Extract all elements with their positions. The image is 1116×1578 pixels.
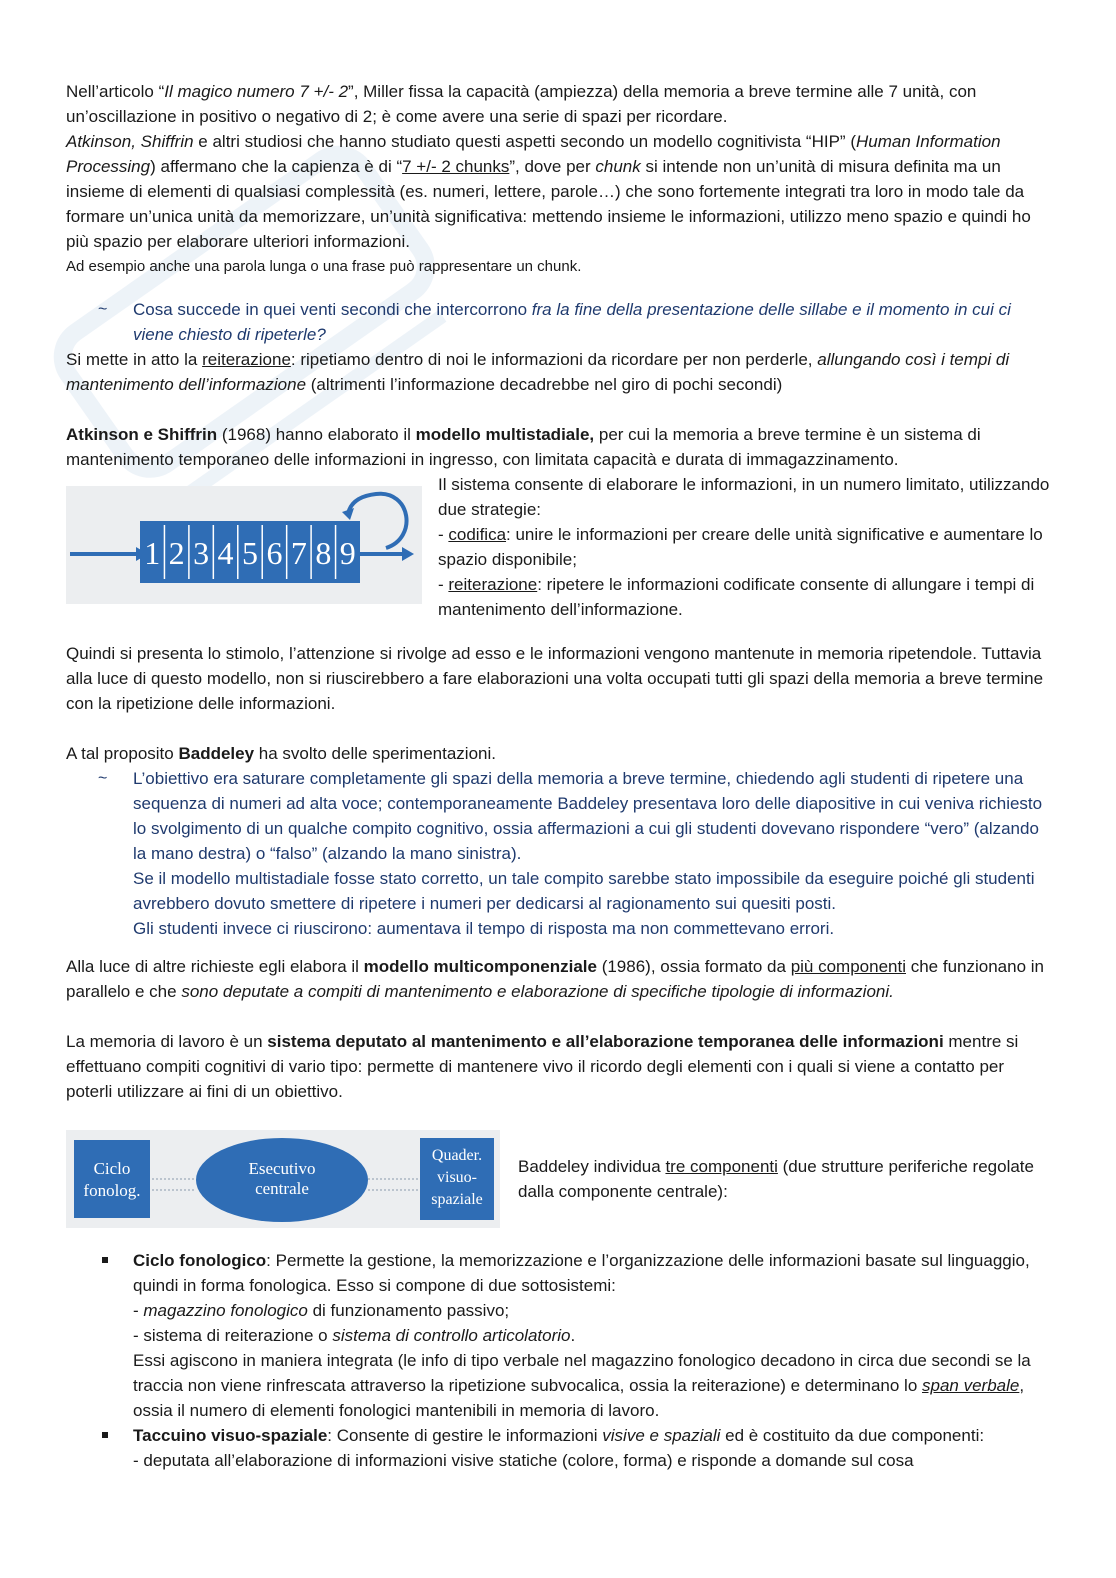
list-item-experiment: ~ L’obiettivo era saturare completamente gli spazi della memoria a breve termine, chiedendo agli studenti di ripetere una sequenza di numeri ad alta voce; contemporaneamente Baddeley presentava loro delle diapositive in cui veniva richiesto lo svolgimento di un qualche compito cognitivo, ossia affermazioni a cui gli studenti dovevano rispondere “vero” (alzando la mano destra) o “falso” (alzando la mano sinistra). Se il modello multistadiale fosse stato corretto, un tale compito sarebbe stato impossibile da eseguire poiché gli studenti avrebbero dovuto smettere di ripetere i numeri per dedicarsi al ragionamento sui quesiti posti. Gli studenti invece ci riuscirono: aumentava il tempo di risposta ma non commettevano errori. [66, 766, 1051, 941]
slot-digit: 8 [315, 535, 332, 571]
phonological-loop-box [74, 1140, 150, 1218]
side-text-components: Baddeley individua tre componenti (due strutture periferiche regolate dalla componente centrale): [518, 1157, 1034, 1201]
side-text-strategies: Il sistema consente di elaborare le informazioni, in un numero limitato, utilizzando due strategie: - codifica: unire le informazioni per creare delle unità significative e aumentare lo spazio disponibile; - reiterazione: ripetere le informazioni codificate consente di allungare i tempi di mantenimento dell’informazione. [438, 475, 1050, 619]
paragraph-miller: Nell’articolo “Il magico numero 7 +/- 2”, Miller fissa la capacità (ampiezza) della memoria a breve termine alle 7 unità, con un’oscillazione in positivo o negativo di 2; è come avere una serie di spazi per ricordare. [66, 82, 977, 126]
figure-memory-slots [66, 486, 422, 604]
list-item-question: ~ Cosa succede in quei venti secondi che intercorrono fra la fine della presentazione delle sillabe e il momento in cui ci viene chiesto di ripeterle? [66, 297, 1051, 347]
slot-digit: 2 [168, 535, 185, 571]
paragraph-modello-multistadiale: Atkinson e Shiffrin (1968) hanno elaborato il modello multistadiale, per cui la memoria a breve termine è un sistema di mantenimento temporaneo delle informazioni in ingresso, con limitata capacità e durata di immagazzinamento. [66, 425, 981, 469]
tilde-bullet-icon: ~ [98, 770, 108, 787]
central-executive-label-1: Esecutivo [248, 1159, 316, 1178]
paragraph-baddeley-intro: A tal proposito Baddeley ha svolto delle sperimentazioni. [66, 744, 496, 763]
list-item-ciclo-fonologico: Ciclo fonologico: Permette la gestione, la memorizzazione e l’organizzazione delle informazioni basate sul linguaggio, quindi in forma fonologica. Esso si compone di due sottosistemi: - magazzino fonologico di funzionamento passivo; - sistema di reiterazione o sistema di controllo articolatorio. Essi agiscono in maniera integrata (le info di tipo verbale nel magazzino fonologico decadono in circa due secondi se la traccia non viene rinfrescata attraverso la ripetizione subvocalica, ossia la reiterazione) e determinano lo span verbale, ossia il numero di elementi fonologici mantenibili in memoria di lavoro. [66, 1248, 1051, 1423]
slot-digit: 5 [242, 535, 258, 571]
phonological-loop-label-1: Ciclo [93, 1159, 131, 1178]
paragraph-stimolo: Quindi si presenta lo stimolo, l’attenzione si rivolge ad esso e le informazioni vengono mantenute in memoria ripetendole. Tuttavia alla luce di questo modello, non si riuscirebbero a fare elaborazioni una volta occupati tutti gli spazi della memoria a breve termine con la ripetizione delle informazioni. [66, 644, 1044, 713]
visuospatial-label-2: visuo- [437, 1169, 477, 1186]
slot-digit: 9 [339, 535, 356, 571]
visuospatial-label-3: spaziale [431, 1191, 483, 1208]
slot-digit: 6 [266, 535, 283, 571]
phonological-loop-label-2: fonolog. [83, 1181, 141, 1200]
slot-digit: 4 [217, 535, 234, 571]
memory-slots-diagram [66, 486, 422, 604]
paragraph-reiterazione: Si mette in atto la reiterazione: ripetiamo dentro di noi le informazioni da ricordare per non perderle, allungando così i tempi di mantenimento dell’informazione (altrimenti l’informazione decadrebbe nel giro di pochi secondi) [66, 350, 1010, 394]
paragraph-modello-multicomponenziale: Alla luce di altre richieste egli elabora il modello multicomponenziale (1986), ossia formato da più componenti che funzionano in parallelo e che sono deputate a compiti di mantenimento e elaborazione di specifiche tipologie di informazioni. [66, 957, 1044, 1001]
baddeley-components-diagram [66, 1130, 500, 1228]
paragraph-memoria-di-lavoro: La memoria di lavoro è un sistema deputato al mantenimento e all’elaborazione temporanea delle informazioni mentre si effettuano compiti cognitivi di vario tipo: permette di mantenere vivo il ricordo degli elementi con i quali si viene a contatto per poterli utilizzare ai fini di un obiettivo. [66, 1032, 1019, 1101]
paragraph-chunk-example: Ad esempio anche una parola lunga o una frase può rappresentare un chunk. [66, 258, 582, 275]
square-bullet-icon [102, 1432, 108, 1438]
slot-digit: 1 [144, 535, 161, 571]
figure-baddeley-components [66, 1130, 500, 1228]
visuospatial-label-1: Quader. [431, 1147, 483, 1164]
list-item-taccuino-visuo-spaziale: Taccuino visuo-spaziale: Consente di gestire le informazioni visive e spaziali ed è costituito da due componenti: - deputata all’elaborazione di informazioni visive statiche (colore, forma) e risponde a domande sul cosa [66, 1423, 1051, 1498]
slot-digit: 7 [290, 535, 307, 571]
slot-digit: 3 [193, 535, 210, 571]
paragraph-atkinson-chunks: Atkinson, Shiffrin e altri studiosi che hanno studiato questi aspetti secondo un modello cognitivista “HIP” (Human Information Processing) affermano che la capienza è di “7 +/- 2 chunks”, dove per chunk si intende non un’unità di misura definita ma un insieme di elementi di qualsiasi complessità (es. numeri, lettere, parole…) che sono fortemente integrati tra loro in modo tale da formare un’unica unità da memorizzare, un’unità significativa: mettendo insieme le informazioni, utilizzo meno spazio e quindi ho più spazio per elaborare ulteriori informazioni. [66, 132, 1031, 251]
tilde-bullet-icon: ~ [98, 301, 108, 318]
central-executive-label-2: centrale [255, 1179, 309, 1198]
square-bullet-icon [102, 1257, 108, 1263]
output-arrow-head [402, 547, 414, 561]
